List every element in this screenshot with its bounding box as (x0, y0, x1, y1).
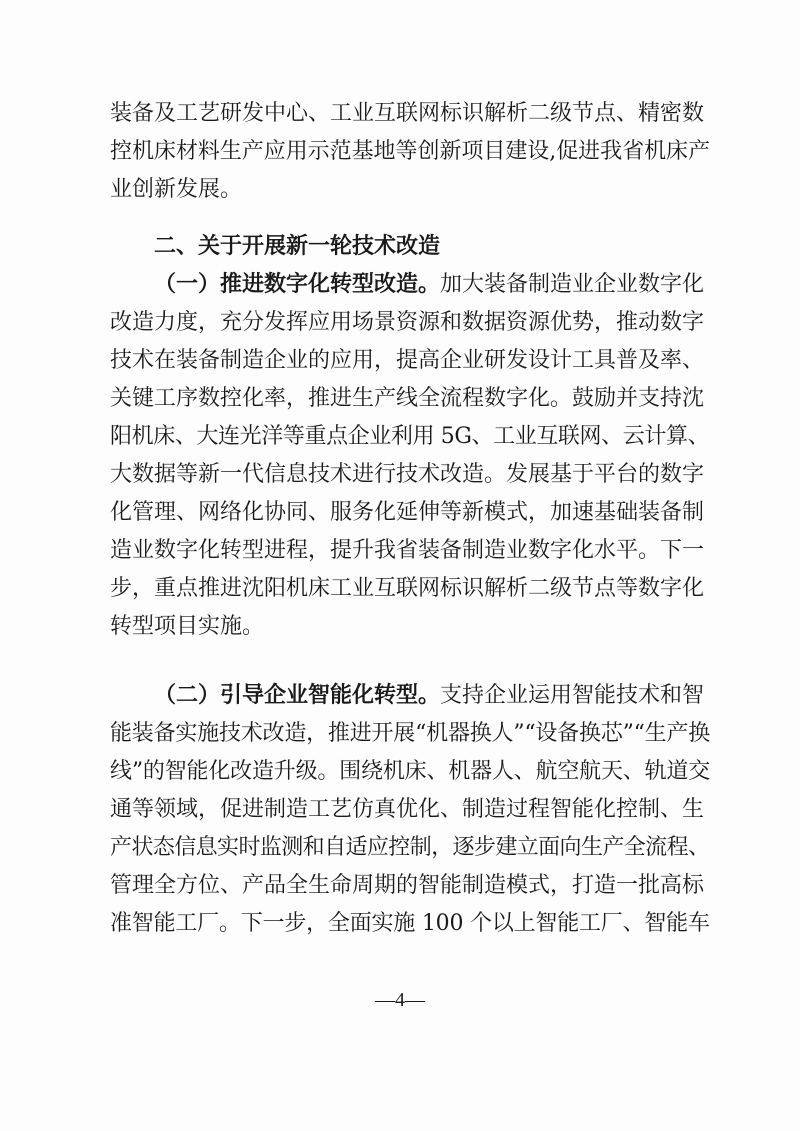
paragraph-continuation (110, 95, 710, 209)
paragraph-lead-rest: 加大装备制造业企业数字化 (440, 272, 705, 297)
text-line: 造业数字化转型进程，提升我省装备制造业数字化水平。下一 (110, 538, 705, 563)
text-line: 准智能工厂。下一步，全面实施 100 个以上智能工厂、智能车 (110, 911, 710, 936)
text-line: 管理全方位、产品全生命周期的智能制造模式，打造一批高标 (110, 873, 705, 898)
text-line: 控机床材料生产应用示范基地等创新项目建设,促进我省机床产 (110, 139, 710, 164)
paragraph-first-line (110, 677, 710, 715)
paragraph-digital-transformation (110, 266, 710, 646)
text-line: 大数据等新一代信息技术进行技术改造。发展基于平台的数字 (110, 462, 705, 487)
text-line: 关键工序数控化率，推进生产线全流程数字化。鼓励并支持沈 (110, 386, 705, 411)
text-line: 装备及工艺研发中心、工业互联网标识解析二级节点、精密数 (110, 101, 705, 126)
text-line: 线”的智能化改造升级。围绕机床、机器人、航空航天、轨道交 (110, 759, 710, 784)
text-line: 能装备实施技术改造，推进开展“机器换人”“设备换芯”“生产换 (110, 721, 710, 746)
text-line: 转型项目实施。 (110, 614, 265, 639)
section-heading (110, 228, 710, 266)
text-line: 通等领域，促进制造工艺仿真优化、制造过程智能化控制、生 (110, 797, 705, 822)
text-line: 改造力度，充分发挥应用场景资源和数据资源优势，推动数字 (110, 310, 705, 335)
paragraph-intelligent-transformation (110, 677, 710, 943)
text-line: 技术在装备制造企业的应用，提高企业研发设计工具普及率、 (110, 348, 705, 373)
text-line: 阳机床、大连光洋等重点企业利用 5G、工业互联网、云计算、 (110, 424, 710, 449)
paragraph-lead: （一）推进数字化转型改造。 (154, 272, 441, 297)
text-line: 化管理、网络化协同、服务化延伸等新模式，加速基础装备制 (110, 500, 705, 525)
paragraph-lead: （二）引导企业智能化转型。 (154, 683, 441, 708)
paragraph-first-line (110, 266, 710, 304)
text-line: 步，重点推进沈阳机床工业互联网标识解析二级节点等数字化 (110, 576, 705, 601)
text-line: 业创新发展。 (110, 177, 243, 202)
section-heading-text: 二、关于开展新一轮技术改造 (154, 234, 441, 259)
text-line: 产状态信息实时监测和自适应控制，逐步建立面向生产全流程、 (110, 835, 710, 860)
paragraph-lead-rest: 支持企业运用智能技术和智 (440, 683, 705, 708)
page-number: —4— (375, 989, 425, 1011)
